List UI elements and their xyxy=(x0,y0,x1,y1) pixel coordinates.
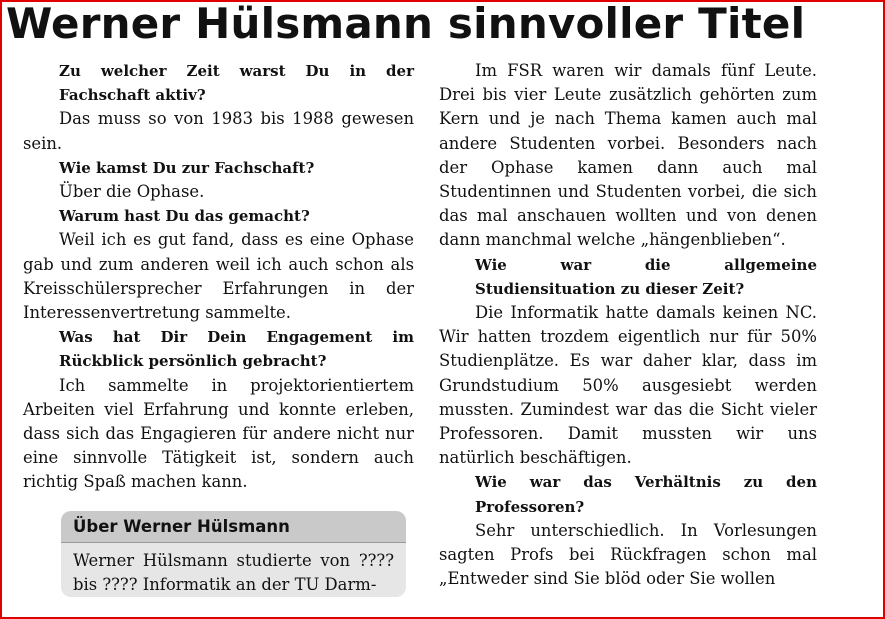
question-1: Zu welcher Zeit warst Du in der Fachschaft aktiv? xyxy=(59,62,414,105)
infobox-title: Über Werner Hülsmann xyxy=(61,511,406,543)
question-3: Warum hast Du das gemacht? xyxy=(59,207,310,226)
left-column xyxy=(23,59,414,597)
right-column xyxy=(439,59,817,591)
answer-2: Über die Ophase. xyxy=(59,182,205,202)
question-4: Was hat Dir Dein Engagement im Rückblick persönlich gebracht? xyxy=(59,328,414,371)
answer-1: Das muss so von 1983 bis 1988 gewesen sein. xyxy=(23,109,414,153)
question-6: Wie war das Verhältnis zu den Professoren? xyxy=(475,473,817,516)
about-infobox xyxy=(61,511,406,597)
page-title: Werner Hülsmann sinnvoller Titel xyxy=(6,0,806,48)
answer-3: Weil ich es gut fand, dass es eine Ophase gab und zum anderen weil ich auch schon als Kreisschülersprecher Erfahrungen in der Interessenvertretung sammelte. xyxy=(23,230,414,323)
infobox-text: Werner Hülsmann studierte von ???? bis ???? Informatik an der TU Darm- xyxy=(73,550,394,594)
answer-4: Ich sammelte in projektorientiertem Arbeiten viel Erfahrung und konnte erleben, dass sich das Engagieren für andere nicht nur eine sinnvolle Tätigkeit ist, sondern auch richtig Spaß machen kann. xyxy=(23,375,414,492)
answer-5: Die Informatik hatte damals keinen NC. Wir hatten trozdem eigentlich nur für 50% Studienplätze. Es war daher klar, dass im Grundstudium 50% ausgesiebt werden mussten. Zumindest war das die Sicht vieler Professoren. Damit mussten wir uns natürlich beschäftigen. xyxy=(439,303,817,468)
question-2: Wie kamst Du zur Fachschaft? xyxy=(59,158,315,177)
question-5: Wie war die allgemeine Studiensituation zu dieser Zeit? xyxy=(475,255,817,298)
answer-0: Im FSR waren wir damals fünf Leute. Drei bis vier Leute zusätzlich gehörten zum Kern und je nach Thema kamen auch mal andere Studenten vorbei. Besonders nach der Ophase kamen dann auch mal Studentinnen und Studenten vorbei, die sich das mal anschauen wollten und von denen dann manchmal welche „hängenblieben“. xyxy=(439,61,817,250)
answer-6: Sehr unterschiedlich. In Vorlesungen sagten Profs bei Rückfragen schon mal „Entweder sind Sie blöd oder Sie wollen xyxy=(439,520,817,589)
